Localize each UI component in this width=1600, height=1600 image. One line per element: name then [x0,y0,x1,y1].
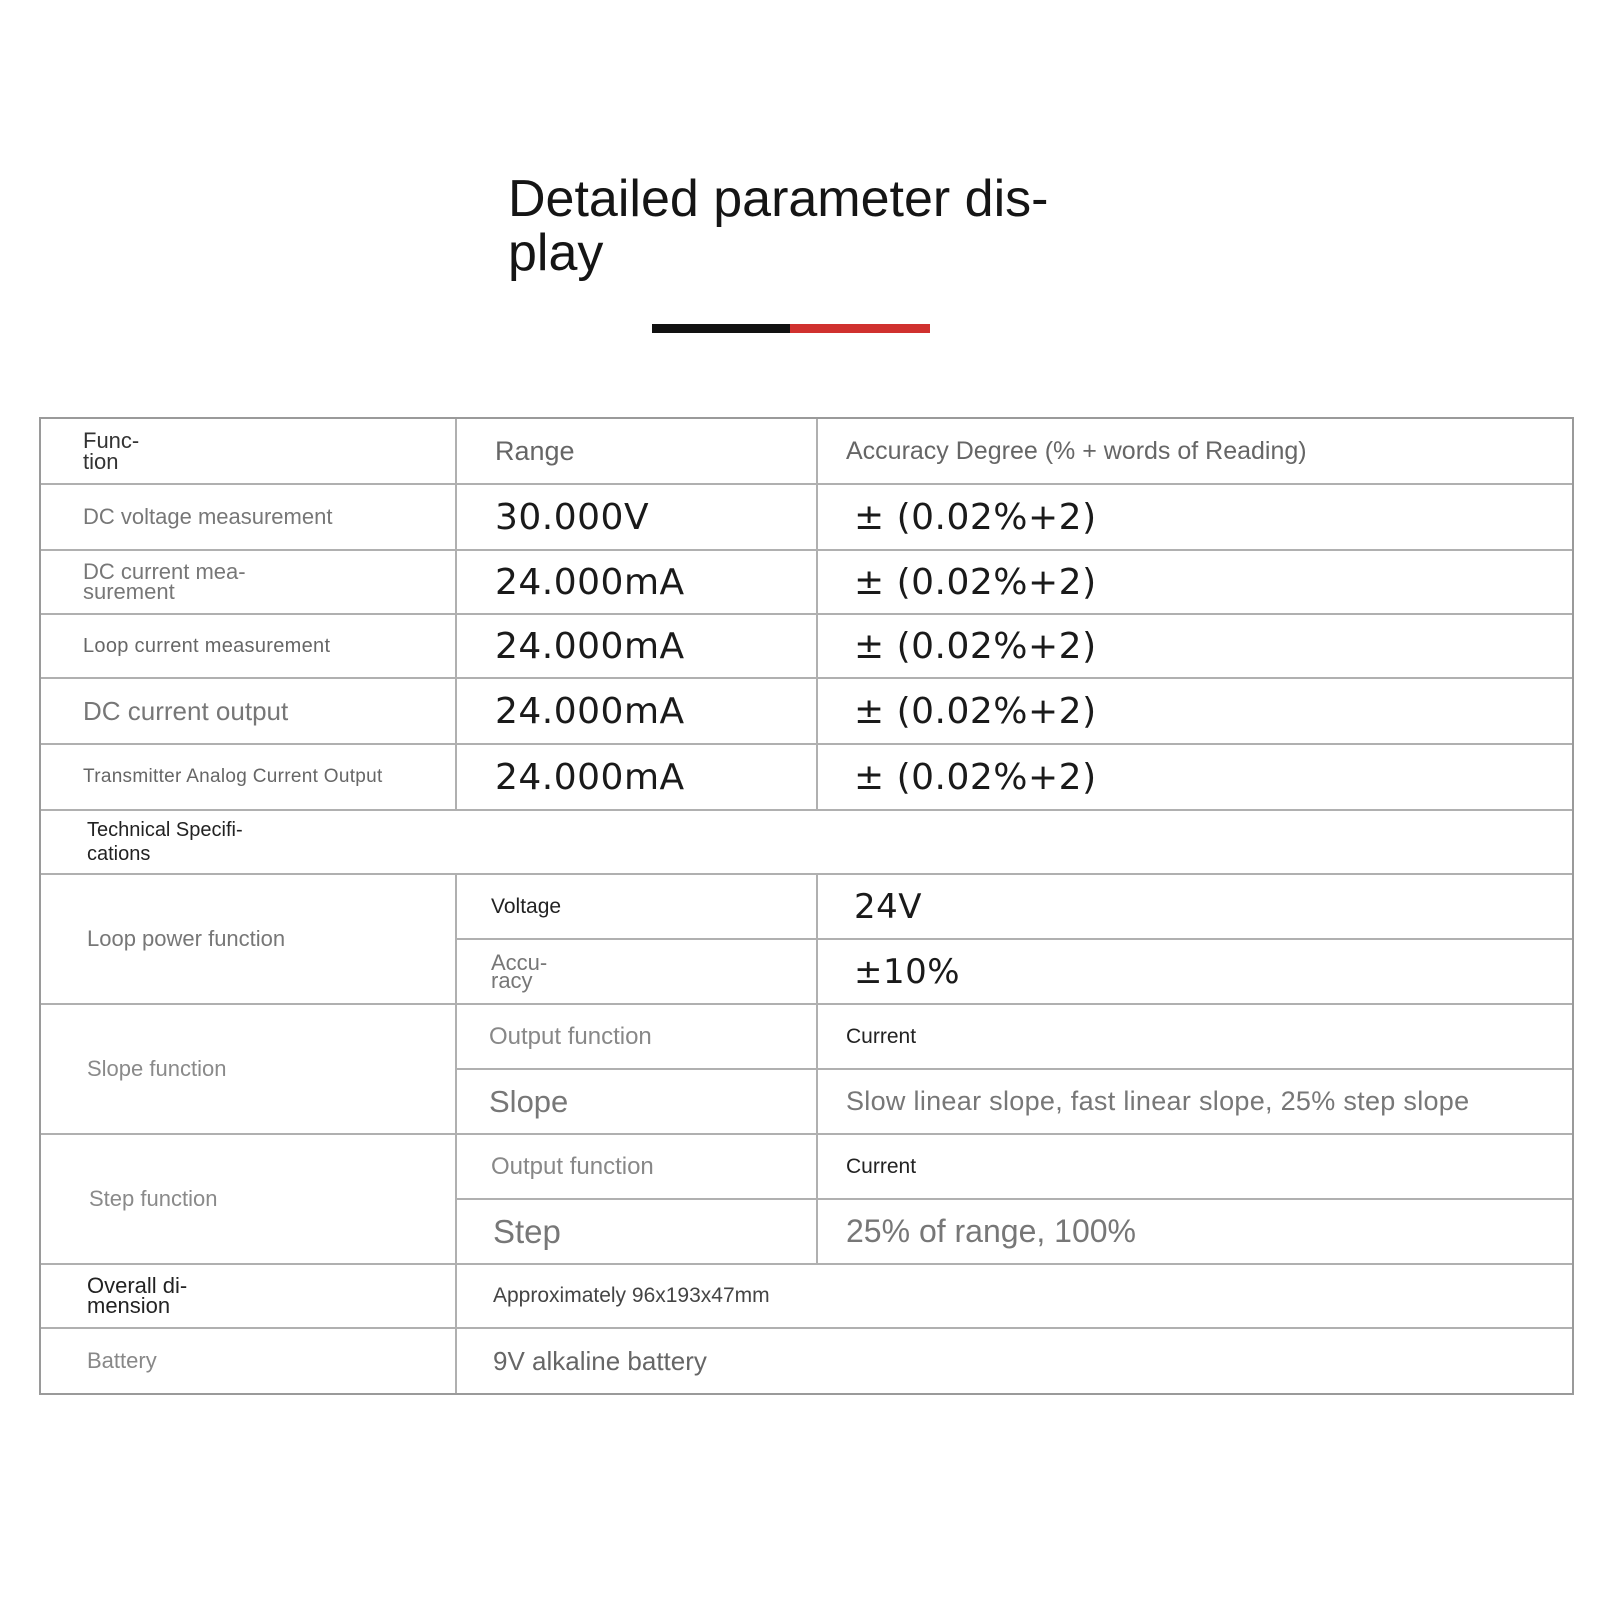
param-label: Output function [491,1152,654,1180]
param-value: Slow linear slope, fast linear slope, 25% step slope [846,1086,1470,1116]
table-row [41,1263,1572,1327]
param-label: Output function [489,1022,652,1050]
page-title: Detailed parameter dis- play [508,170,1049,282]
param-value: Approximately 96x193x47mm [493,1284,770,1307]
param-label: Step [493,1212,561,1250]
param-label: Voltage [491,894,562,918]
slope-group [41,1003,1572,1133]
accuracy-value: ± (0.02%+2) [854,496,1097,538]
range-value: 30.000V [495,496,650,538]
param-label: Slope [489,1083,569,1119]
param-value: 24V [854,886,923,927]
table-row [457,875,1572,938]
table-row [457,1135,1572,1198]
table-row [457,938,1572,1003]
function-label: Loop power function [87,926,286,951]
header-function: Func- tion [41,419,457,483]
accuracy-value: ± (0.02%+2) [854,561,1097,603]
step-group [41,1133,1572,1263]
table-row [41,1327,1572,1393]
table-row [41,743,1572,809]
table-row [41,549,1572,613]
function-label: DC voltage measurement [83,504,333,529]
accuracy-value: ± (0.02%+2) [854,690,1097,732]
param-value: ±10% [854,951,961,992]
underline-red-segment [790,324,930,333]
function-label: Step function [89,1186,218,1211]
function-label: Slope function [87,1056,227,1081]
accuracy-value: ± (0.02%+2) [854,625,1097,667]
underline-black-segment [652,324,790,333]
function-label: Transmitter Analog Current Output [83,766,383,787]
loop-power-group [41,873,1572,1003]
accuracy-value: ± (0.02%+2) [854,756,1097,798]
range-value: 24.000mA [495,625,685,667]
param-value: Current [846,1154,917,1178]
function-label: Overall di- mension [87,1273,188,1318]
range-value: 24.000mA [495,561,685,603]
tech-specs-heading: Technical Specifi- cations [87,819,243,865]
function-label: Battery [87,1348,157,1373]
range-value: 24.000mA [495,756,685,798]
function-label: DC current output [83,696,289,726]
table-row [457,1005,1572,1068]
param-label: Accu- racy [491,949,548,993]
header-accuracy: Accuracy Degree (% + words of Reading) [846,436,1307,465]
header-range: Range [457,419,818,483]
function-label: DC current mea- surement [83,559,246,604]
table-header-row [41,419,1572,483]
spec-table [39,417,1574,1395]
range-value: 24.000mA [495,690,685,732]
param-value: 9V alkaline battery [493,1346,707,1376]
title-underline [652,324,930,333]
table-row [457,1068,1572,1133]
tech-specs-heading-row [41,809,1572,873]
param-value: 25% of range, 100% [846,1213,1136,1249]
param-value: Current [846,1024,917,1048]
function-label: Loop current measurement [83,634,331,657]
table-row [41,483,1572,549]
table-row [41,677,1572,743]
table-row [41,613,1572,677]
table-row [457,1198,1572,1263]
